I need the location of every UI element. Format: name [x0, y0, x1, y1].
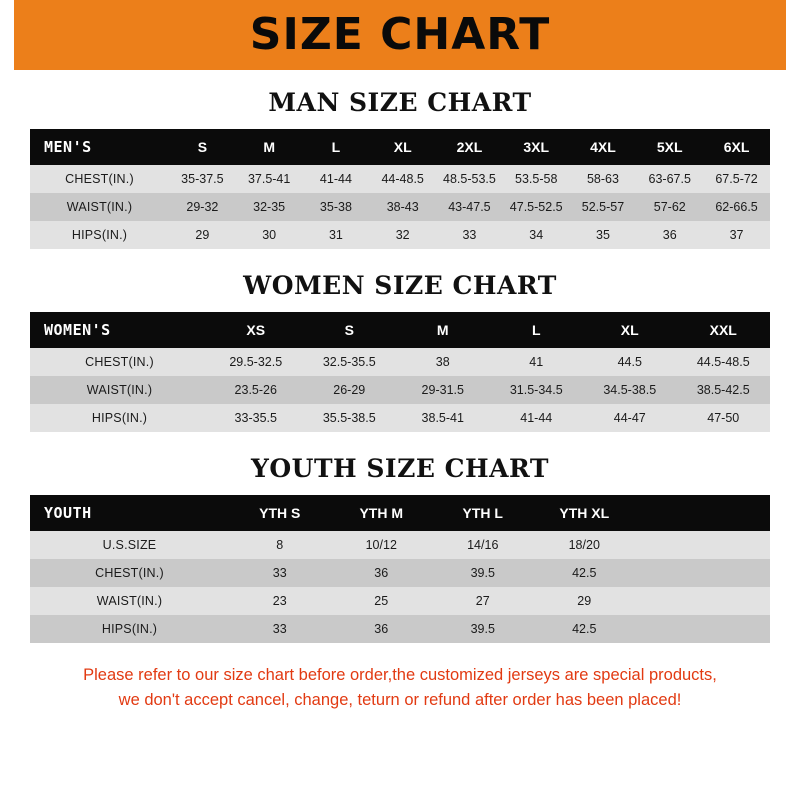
women-row-label: HIPS(IN.)	[30, 404, 209, 432]
youth-cell: 33	[229, 615, 331, 643]
men-cell: 52.5-57	[570, 193, 637, 221]
youth-cell: 39.5	[432, 615, 534, 643]
men-cell: 31	[303, 221, 370, 249]
women-cell: 33-35.5	[209, 404, 303, 432]
table-row	[30, 615, 770, 643]
women-cell: 47-50	[677, 404, 771, 432]
women-col-header: L	[490, 312, 584, 348]
section-men	[30, 88, 770, 249]
women-cell: 41	[490, 348, 584, 376]
men-cell: 33	[436, 221, 503, 249]
banner	[0, 0, 800, 70]
youth-cell-empty	[635, 587, 770, 615]
men-cell: 29-32	[169, 193, 236, 221]
youth-spacer-header	[635, 495, 770, 531]
table-row	[30, 531, 770, 559]
women-col-header: M	[396, 312, 490, 348]
table-row	[30, 193, 770, 221]
men-cell: 37	[703, 221, 770, 249]
youth-cell-empty	[635, 531, 770, 559]
women-cell: 32.5-35.5	[303, 348, 397, 376]
youth-size-table	[30, 495, 770, 643]
youth-cell: 27	[432, 587, 534, 615]
men-col-header: 3XL	[503, 129, 570, 165]
youth-cell: 42.5	[534, 559, 636, 587]
youth-col-header: YTH XL	[534, 495, 636, 531]
women-cell: 31.5-34.5	[490, 376, 584, 404]
table-header-row	[30, 129, 770, 165]
women-col-header: XS	[209, 312, 303, 348]
women-cell: 44.5	[583, 348, 677, 376]
youth-row-label: WAIST(IN.)	[30, 587, 229, 615]
table-row	[30, 348, 770, 376]
women-cell: 29.5-32.5	[209, 348, 303, 376]
men-col-header: 2XL	[436, 129, 503, 165]
table-row	[30, 559, 770, 587]
men-cell: 41-44	[303, 165, 370, 193]
table-row	[30, 587, 770, 615]
section-title-youth: YOUTH SIZE CHART	[251, 454, 549, 483]
men-corner-header: MEN'S	[30, 129, 169, 165]
youth-cell: 8	[229, 531, 331, 559]
women-cell: 35.5-38.5	[303, 404, 397, 432]
youth-corner-header: YOUTH	[30, 495, 229, 531]
table-header-row	[30, 495, 770, 531]
women-row-label: WAIST(IN.)	[30, 376, 209, 404]
footer-note-line-1: Please refer to our size chart before order,the customized jerseys are special products,	[83, 666, 717, 684]
women-cell: 29-31.5	[396, 376, 490, 404]
section-title-women: WOMEN SIZE CHART	[243, 271, 557, 300]
men-cell: 36	[636, 221, 703, 249]
men-cell: 34	[503, 221, 570, 249]
women-cell: 34.5-38.5	[583, 376, 677, 404]
men-cell: 47.5-52.5	[503, 193, 570, 221]
men-cell: 37.5-41	[236, 165, 303, 193]
men-cell: 30	[236, 221, 303, 249]
table-row	[30, 404, 770, 432]
men-cell: 57-62	[636, 193, 703, 221]
men-cell: 63-67.5	[636, 165, 703, 193]
youth-cell: 33	[229, 559, 331, 587]
youth-row-label: HIPS(IN.)	[30, 615, 229, 643]
women-cell: 23.5-26	[209, 376, 303, 404]
women-cell: 38	[396, 348, 490, 376]
men-cell: 53.5-58	[503, 165, 570, 193]
youth-cell: 14/16	[432, 531, 534, 559]
men-cell: 32-35	[236, 193, 303, 221]
youth-row-label: CHEST(IN.)	[30, 559, 229, 587]
women-corner-header: WOMEN'S	[30, 312, 209, 348]
men-col-header: 6XL	[703, 129, 770, 165]
banner-left-bar	[0, 0, 14, 70]
men-cell: 43-47.5	[436, 193, 503, 221]
men-col-header: XL	[369, 129, 436, 165]
youth-col-header: YTH S	[229, 495, 331, 531]
section-title-men: MAN SIZE CHART	[268, 88, 532, 117]
men-col-header: S	[169, 129, 236, 165]
men-cell: 62-66.5	[703, 193, 770, 221]
men-row-label: CHEST(IN.)	[30, 165, 169, 193]
men-col-header: L	[303, 129, 370, 165]
women-cell: 38.5-42.5	[677, 376, 771, 404]
men-col-header: 5XL	[636, 129, 703, 165]
men-cell: 35-38	[303, 193, 370, 221]
youth-cell-empty	[635, 615, 770, 643]
table-row	[30, 376, 770, 404]
youth-cell: 36	[331, 615, 433, 643]
women-row-label: CHEST(IN.)	[30, 348, 209, 376]
youth-cell: 42.5	[534, 615, 636, 643]
youth-cell: 18/20	[534, 531, 636, 559]
youth-col-header: YTH M	[331, 495, 433, 531]
youth-cell: 25	[331, 587, 433, 615]
table-row	[30, 221, 770, 249]
men-cell: 29	[169, 221, 236, 249]
women-col-header: XL	[583, 312, 677, 348]
men-col-header: M	[236, 129, 303, 165]
men-col-header: 4XL	[570, 129, 637, 165]
men-cell: 67.5-72	[703, 165, 770, 193]
men-cell: 44-48.5	[369, 165, 436, 193]
men-cell: 38-43	[369, 193, 436, 221]
banner-right-bar	[786, 0, 800, 70]
women-cell: 41-44	[490, 404, 584, 432]
men-cell: 35-37.5	[169, 165, 236, 193]
women-col-header: XXL	[677, 312, 771, 348]
women-cell: 44-47	[583, 404, 677, 432]
footer-note-line-2: we don't accept cancel, change, teturn or refund after order has been placed!	[118, 690, 682, 709]
women-cell: 44.5-48.5	[677, 348, 771, 376]
youth-cell: 23	[229, 587, 331, 615]
women-size-table	[30, 312, 770, 432]
men-cell: 32	[369, 221, 436, 249]
youth-cell-empty	[635, 559, 770, 587]
men-row-label: HIPS(IN.)	[30, 221, 169, 249]
section-youth	[30, 454, 770, 643]
youth-cell: 29	[534, 587, 636, 615]
men-cell: 48.5-53.5	[436, 165, 503, 193]
table-header-row	[30, 312, 770, 348]
section-women	[30, 271, 770, 432]
men-size-table	[30, 129, 770, 249]
men-cell: 58-63	[570, 165, 637, 193]
youth-cell: 10/12	[331, 531, 433, 559]
women-cell: 26-29	[303, 376, 397, 404]
men-row-label: WAIST(IN.)	[30, 193, 169, 221]
men-cell: 35	[570, 221, 637, 249]
women-cell: 38.5-41	[396, 404, 490, 432]
youth-row-label: U.S.SIZE	[30, 531, 229, 559]
women-col-header: S	[303, 312, 397, 348]
youth-cell: 39.5	[432, 559, 534, 587]
page-title: SIZE CHART	[249, 9, 551, 60]
footer-note	[25, 663, 775, 713]
table-row	[30, 165, 770, 193]
youth-cell: 36	[331, 559, 433, 587]
youth-col-header: YTH L	[432, 495, 534, 531]
